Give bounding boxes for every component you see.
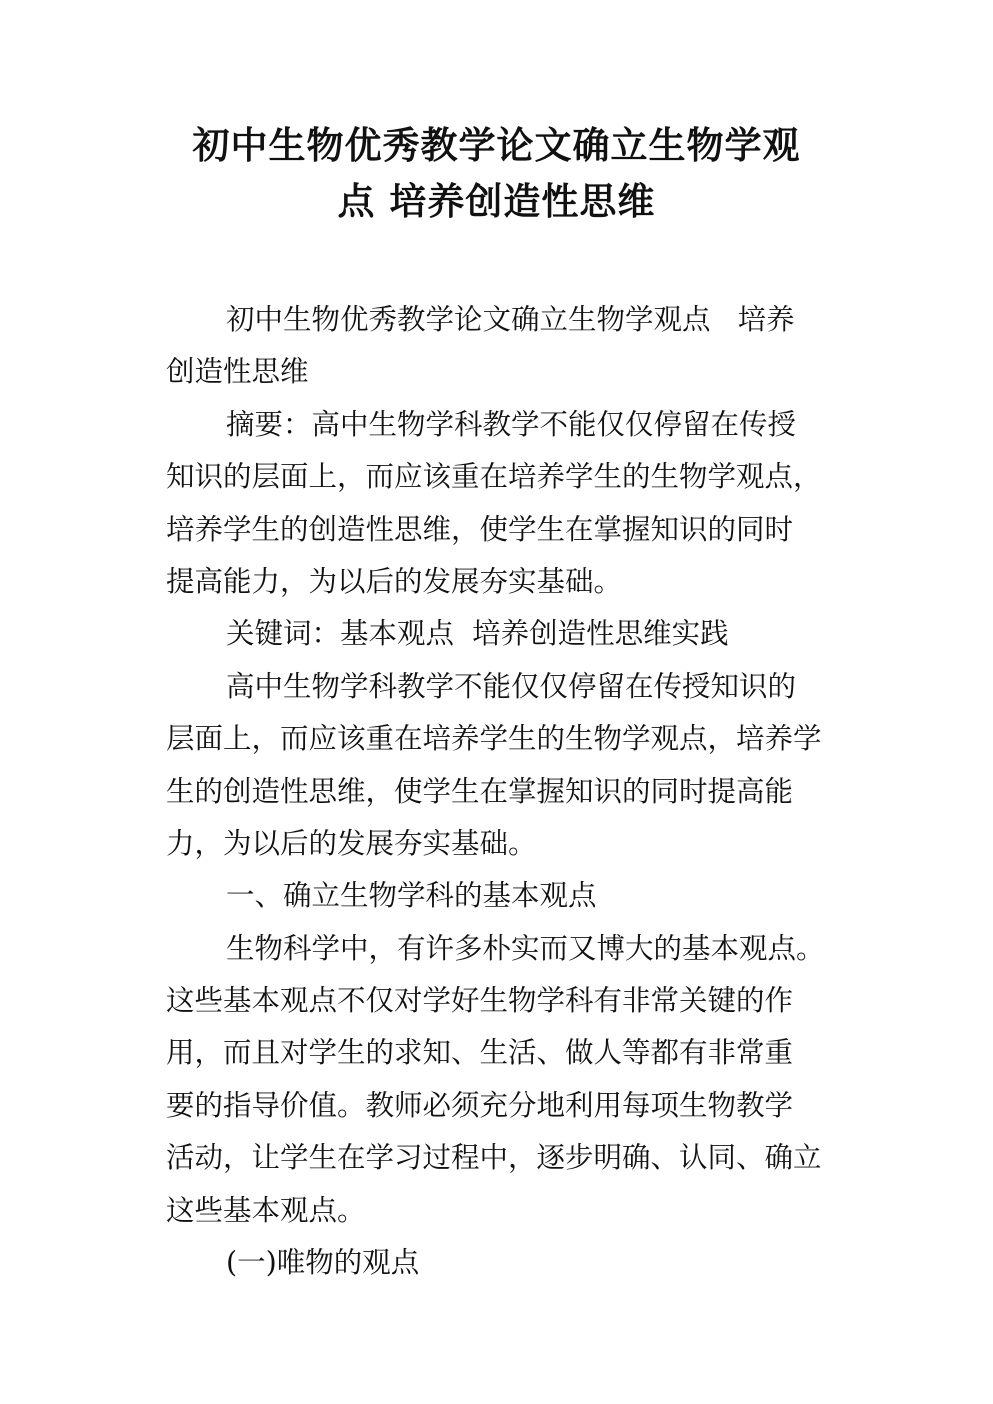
section-heading: 一、确立生物学科的基本观点 [226, 879, 597, 913]
paragraph-line: 这些基本观点不仅对学好生物学科有非常关键的作 [166, 984, 794, 1018]
abstract-line: 摘要：高中生物学科教学不能仅仅停留在传授 [226, 407, 797, 441]
title-line: 点 培养创造性思维 [337, 180, 656, 223]
paragraph-line: 层面上，而应该重在培养学生的生物学观点，培养学 [166, 722, 822, 756]
paragraph-line: 生的创造性思维，使学生在掌握知识的同时提高能 [166, 774, 794, 808]
paragraph-line: 高中生物学科教学不能仅仅停留在传授知识的 [226, 669, 797, 703]
abstract-line: 培养学生的创造性思维，使学生在掌握知识的同时 [166, 512, 794, 546]
document-body [166, 294, 830, 1289]
paragraph-line: 用，而且对学生的求知、生活、做人等都有非常重 [166, 1036, 794, 1070]
paragraph-line: 生物科学中，有许多朴实而又博大的基本观点。 [226, 931, 825, 965]
abstract-line: 知识的层面上，而应该重在培养学生的生物学观点， [166, 460, 822, 494]
paragraph-line: 力，为以后的发展夯实基础。 [166, 826, 537, 860]
abstract-line: 提高能力，为以后的发展夯实基础。 [166, 564, 623, 598]
title-line: 初中生物优秀教学论文确立生物学观 [192, 124, 801, 167]
keywords-line: 关键词：基本观点 培养创造性思维实践 [226, 617, 729, 651]
body-line: 初中生物优秀教学论文确立生物学观点 培养 [226, 303, 795, 336]
document-title [160, 118, 833, 230]
paragraph-line: 要的指导价值。教师必须充分地利用每项生物教学 [166, 1088, 794, 1122]
paragraph-line: 活动，让学生在学习过程中，逐步明确、认同、确立 [166, 1141, 822, 1175]
body-line: 创造性思维 [166, 355, 309, 389]
paragraph-line: 这些基本观点。 [166, 1193, 366, 1227]
subsection-heading: (一)唯物的观点 [226, 1246, 420, 1280]
